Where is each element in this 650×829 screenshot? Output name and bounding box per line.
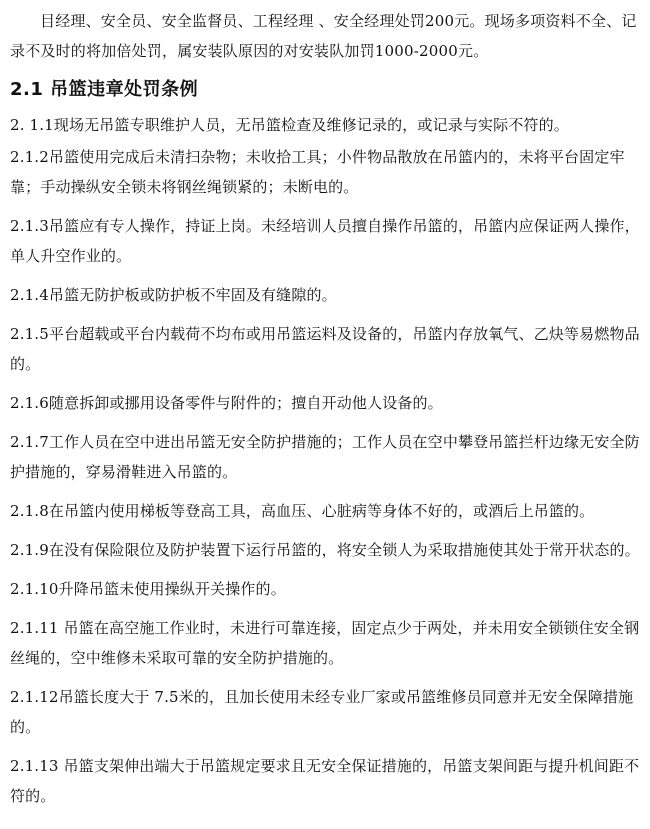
intro-paragraph: 目经理、安全员、安全监督员、工程经理 、安全经理处罚200元。现场多项资料不全、记录不及时的将加倍处罚，属安装队原因的对安装队加罚1000-2000元。: [10, 12, 637, 60]
clause-item: 2.1.11 吊篮在高空施工作业时，未进行可靠连接，固定点少于两处，并未用安全锁锁住安全钢丝绳的，空中维修未采取可靠的安全防护措施的。: [10, 619, 640, 667]
clause-list: [10, 110, 644, 811]
clause-item: 2.1.10升降吊篮未使用操纵开关操作的。: [10, 580, 286, 598]
clause-item: 2.1.5平台超载或平台内载荷不均布或用吊篮运料及设备的，吊篮内存放氧气、乙炔等易燃物品的。: [10, 325, 640, 373]
clause-item: 2.1.12吊篮长度大于 7.5米的，且加长使用未经专业厂家或吊篮维修员同意并无安全保障措施的。: [10, 688, 634, 736]
clause-item: 2.1.8在吊篮内使用梯板等登高工具，高血压、心脏病等身体不好的，或酒后上吊篮的。: [10, 502, 595, 520]
section-heading: 2.1 吊篮违章处罚条例: [10, 79, 199, 100]
clause-item: 2.1.6随意拆卸或挪用设备零件与附件的；擅自开动他人设备的。: [10, 394, 443, 412]
clause-item: 2.1.3吊篮应有专人操作，持证上岗。未经培训人员擅自操作吊篮的，吊篮内应保证两人操作，单人升空作业的。: [10, 217, 640, 265]
clause-item: 2.1.13 吊篮支架伸出端大于吊篮规定要求且无安全保证措施的，吊篮支架间距与提升机间距不符的。: [10, 757, 640, 805]
clause-item: 2.1.2吊篮使用完成后未清扫杂物；未收拾工具；小件物品散放在吊篮内的，未将平台固定牢靠；手动操纵安全锁未将钢丝绳锁紧的；未断电的。: [10, 148, 625, 196]
clause-item: 2. 1.1现场无吊篮专职维护人员，无吊篮检查及维修记录的，或记录与实际不符的。: [10, 116, 569, 134]
clause-item: 2.1.7工作人员在空中进出吊篮无安全防护措施的；工作人员在空中攀登吊篮拦杆边缘无安全防护措施的，穿易滑鞋进入吊篮的。: [10, 433, 640, 481]
clause-item: 2.1.9在没有保险限位及防护装置下运行吊篮的，将安全锁人为采取措施使其处于常开状态的。: [10, 541, 640, 559]
clause-item: 2.1.4吊篮无防护板或防护板不牢固及有缝隙的。: [10, 286, 337, 304]
